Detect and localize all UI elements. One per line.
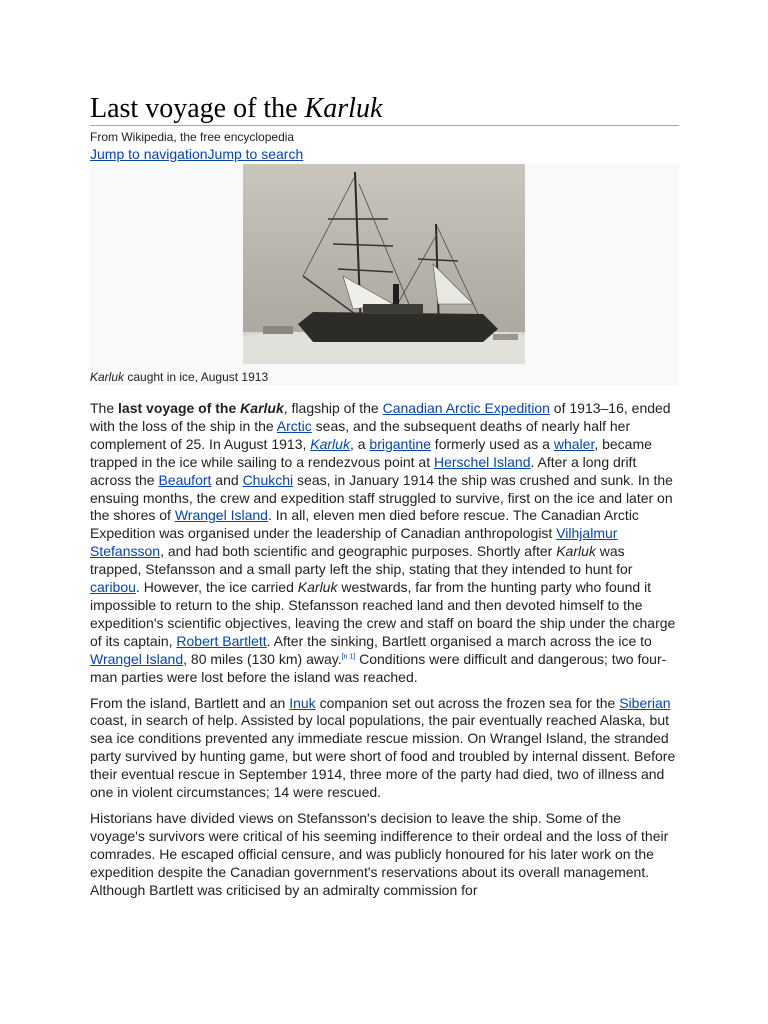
link-robert-bartlett[interactable]: Robert Bartlett [176, 632, 267, 649]
link-caribou[interactable]: caribou [90, 579, 136, 596]
title-text: Last voyage of the [90, 93, 305, 124]
paragraph-2: From the island, Bartlett and an Inuk companion set out across the frozen sea for the Siberian coast, in search of help. Assisted by local populations, the pair eventually reached Alaska, but sea ice conditions prevented any immediate rescue mission. On Wrangel Island, the stranded party survived by hunting game, but were short of food and troubled by internal dissent. Before their eventual rescue in September 1914, three more of the party had died, two of illness and one in violent circumstances; 14 were rescued. [90, 694, 676, 801]
title-ship-name: Karluk [304, 93, 383, 124]
link-herschel-island[interactable]: Herschel Island [434, 453, 531, 470]
link-vilhjalmur-stefansson[interactable]: Vilhjalmur Stefansson [90, 525, 618, 560]
figure-caption [90, 370, 268, 384]
link-arctic[interactable]: Arctic [276, 417, 312, 434]
link-canadian-arctic-expedition[interactable]: Canadian Arctic Expedition [382, 400, 550, 416]
jump-links [90, 146, 679, 162]
paragraph-lead: The last voyage of the Karluk, flagship of the Canadian Arctic Expedition of 1913–16, ended with the loss of the ship in the Arctic seas, and the subsequent deaths of nearly half her complement of 25. In August 1913, Karluk, a brigantine formerly used as a whaler, became trapped in the ice while sailing to a rendezvous point at Herschel Island. After a long drift across the Beaufort and Chukchi seas, in January 1914 the ship was crushed and sunk. In the ensuing months, the crew and expedition staff struggled to survive, first on the ice and later on the shores of Wrangel Island. In all, eleven men died before rescue. The Canadian Arctic Expedition was organised under the leadership of Canadian anthropologist Vilhjalmur Stefansson, and had both scientific and geographic purposes. Shortly after Karluk was trapped, Stefansson and a small party left the ship, stating that they intended to hunt for caribou. However, the ice carried Karluk westwards, far from the hunting party who found it impossible to return to the ship. Stefansson reached land and then devoted himself to the expedition's scientific objectives, leaving the crew and staff on board the ship under the charge of its captain, Robert Bartlett. After the sinking, Bartlett organised a march across the ice to Wrangel Island, 80 miles (130 km) away.[n 1] Conditions were difficult and dangerous; two four-man parties were lost before the island was reached. [90, 400, 676, 685]
link-whaler[interactable]: whaler [553, 435, 595, 452]
jump-to-navigation-link[interactable]: Jump to navigation [90, 146, 208, 162]
link-beaufort[interactable]: Beaufort [158, 471, 212, 488]
caption-text: caught in ice, August 1913 [124, 370, 269, 384]
link-wrangel-island[interactable]: Wrangel Island [174, 507, 268, 524]
figure [90, 164, 679, 386]
site-tagline: From Wikipedia, the free encyclopedia [90, 130, 295, 144]
paragraph-3: Historians have divided views on Stefansson's decision to leave the ship. Some of the voyage's survivors were critical of his seeming indifference to their ordeal and the loss of their comrades. He escaped official censure, and was publicly honoured for his later work on the expedition despite the Canadian government's reservations about its overall management. Although Bartlett was criticised by an admiralty commission for [90, 809, 669, 898]
footnote-ref[interactable]: [n 1] [341, 653, 356, 661]
link-siberian[interactable]: Siberian [619, 694, 671, 711]
jump-to-search-link[interactable]: Jump to search [207, 146, 304, 162]
ship-photo[interactable] [243, 164, 525, 364]
caption-ship-name: Karluk [90, 370, 125, 384]
link-karluk[interactable]: Karluk [310, 435, 350, 452]
link-chukchi[interactable]: Chukchi [242, 471, 294, 488]
article [90, 0, 679, 907]
link-inuk[interactable]: Inuk [289, 694, 316, 711]
page-title [90, 0, 679, 126]
link-brigantine[interactable]: brigantine [369, 435, 431, 452]
ship-in-ice-image [243, 164, 525, 364]
link-wrangel-island-2[interactable]: Wrangel Island [90, 650, 184, 667]
